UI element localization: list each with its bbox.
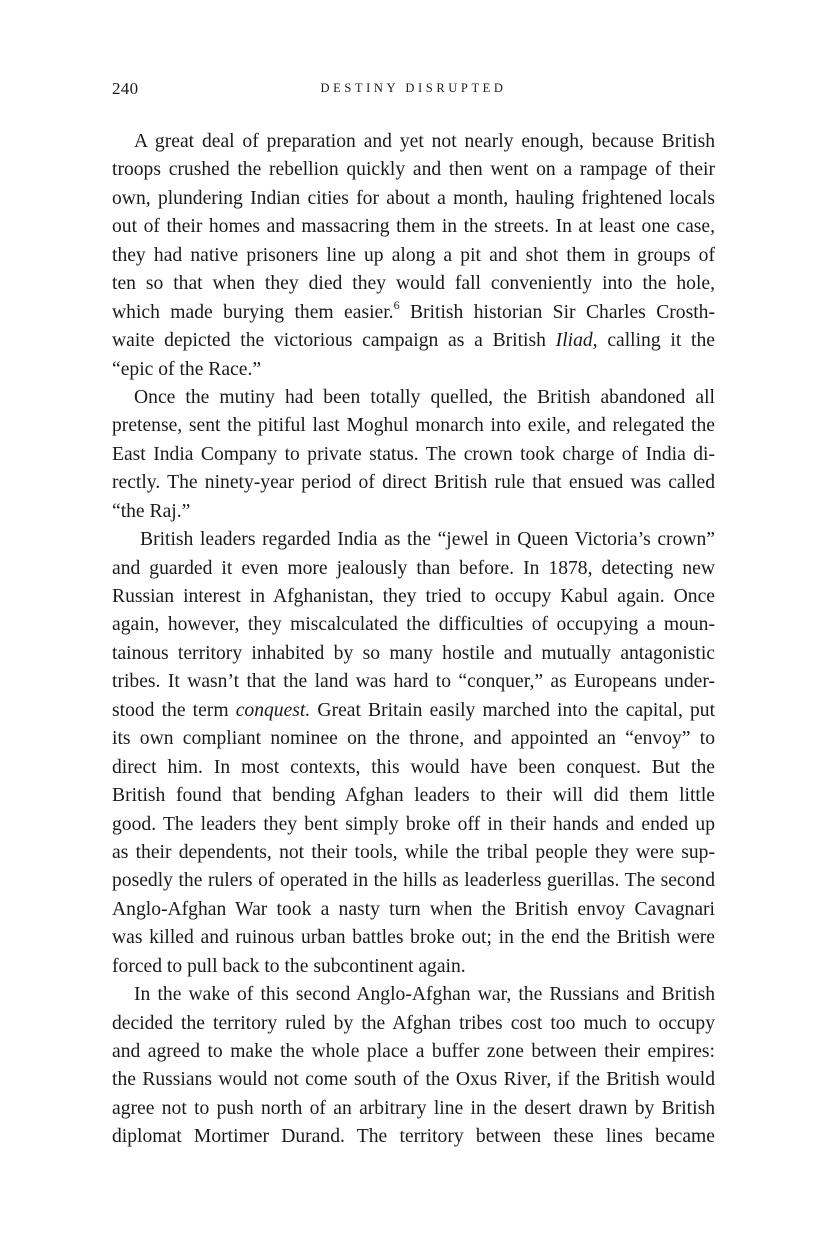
text-line: [112, 697, 715, 725]
text-line: again, however, they miscalculated the difficulties of occupying a moun-: [112, 614, 715, 636]
text-line: diplomat Mortimer Durand. The territory between these lines became: [112, 1126, 715, 1148]
text-line: agree not to push north of an arbitrary line in the desert drawn by British: [112, 1097, 715, 1119]
text-line: ten so that when they died they would fall conveniently into the hole,: [112, 273, 715, 295]
text-line: British found that bending Afghan leaders to their will did them little: [112, 785, 715, 807]
italic-text: Iliad,: [555, 330, 598, 352]
text-line: was killed and ruinous urban battles broke out; in the end the British were: [112, 927, 715, 949]
text-line: forced to pull back to the subcontinent again.: [112, 955, 466, 977]
text-line: direct him. In most contexts, this would have been conquest. But the: [112, 756, 715, 778]
text-line: troops crushed the rebellion quickly and then went on a rampage of their: [112, 159, 715, 181]
text-run: stood the term: [112, 699, 236, 721]
text-line: out of their homes and massacring them in the streets. In at least one case,: [112, 216, 715, 238]
italic-text: conquest.: [235, 699, 311, 721]
text-line: they had native prisoners line up along a pit and shot them in groups of: [112, 244, 715, 266]
text-line: East India Company to private status. The crown took charge of India di-: [112, 443, 715, 465]
text-line: decided the territory ruled by the Afghan tribes cost too much to occupy: [112, 1012, 715, 1034]
text-run: British historian Sir Charles Crosth-: [399, 301, 715, 323]
text-line: “the Raj.”: [112, 500, 191, 522]
text-line: its own compliant nominee on the throne, and appointed an “envoy” to: [112, 728, 715, 750]
body-text: [112, 128, 715, 1152]
text-line: Russian interest in Afghanistan, they tried to occupy Kabul again. Once: [112, 586, 715, 607]
text-line: own, plundering Indian cities for about a month, hauling frightened locals: [112, 187, 715, 209]
text-run: calling it the: [597, 330, 715, 352]
running-head: DESTINY DISRUPTED: [320, 81, 507, 95]
text-line: and guarded it even more jealously than before. In 1878, detecting new: [112, 557, 715, 579]
text-line: and agreed to make the whole place a buffer zone between their empires:: [112, 1041, 715, 1062]
text-line: as their dependents, not their tools, while the tribal people they were sup-: [112, 841, 715, 863]
text-run: Great Britain easily marched into the capital, put: [310, 699, 715, 721]
text-line: rectly. The ninety-year period of direct British rule that ensued was called: [112, 472, 715, 494]
footnote-ref: 6: [393, 298, 400, 313]
text-line: Once the mutiny had been totally quelled, the British abandoned all: [134, 386, 715, 408]
page-header: [112, 79, 715, 101]
text-line: tribes. It wasn’t that the land was hard to “conquer,” as Europeans under-: [112, 671, 715, 693]
text-line: British leaders regarded India as the “jewel in Queen Victoria’s crown”: [140, 529, 715, 551]
text-line: the Russians would not come south of the Oxus River, if the British would: [112, 1069, 715, 1091]
text-line: [112, 299, 715, 327]
text-line: tainous territory inhabited by so many hostile and mutually antagonistic: [112, 642, 715, 664]
text-run: waite depicted the victorious campaign as a British: [112, 330, 556, 352]
text-run: which made burying them easier.: [112, 301, 394, 323]
text-line: pretense, sent the pitiful last Moghul monarch into exile, and relegated the: [112, 415, 715, 437]
text-line: [112, 327, 715, 355]
text-line: posedly the rulers of operated in the hills as leaderless guerillas. The second: [112, 870, 715, 892]
page-number: 240: [112, 79, 139, 98]
text-line: good. The leaders they bent simply broke off in their hands and ended up: [112, 813, 715, 835]
text-line: In the wake of this second Anglo-Afghan war, the Russians and British: [134, 984, 715, 1006]
text-line: “epic of the Race.”: [112, 358, 262, 380]
text-line: Anglo-Afghan War took a nasty turn when the British envoy Cavagnari: [112, 898, 715, 920]
text-line: A great deal of preparation and yet not nearly enough, because British: [134, 131, 715, 152]
